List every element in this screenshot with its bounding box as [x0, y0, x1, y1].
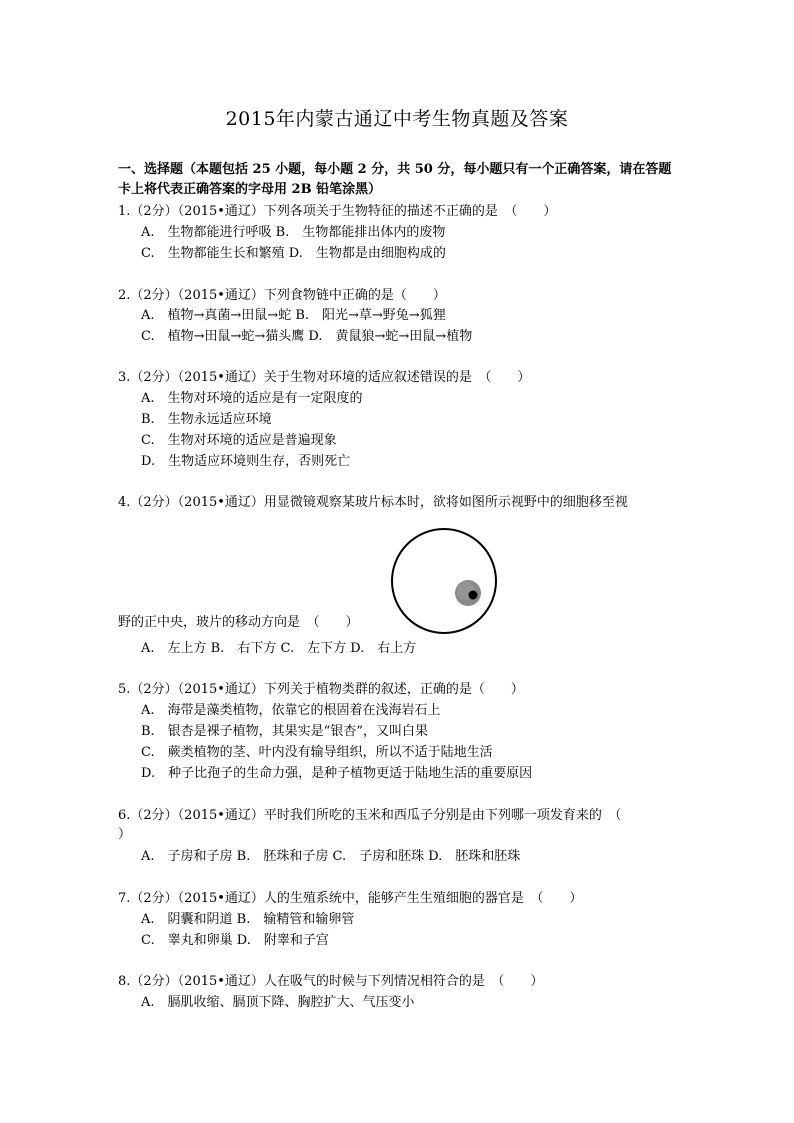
question-3-option-c: C. 生物对环境的适应是普遍现象	[141, 433, 337, 448]
question-2-option-line-2: C. 植物→田鼠→蛇→猫头鹰 D. 黄鼠狼→蛇→田鼠→植物	[141, 329, 473, 344]
question-5-option-a: A. 海带是藻类植物，依靠它的根固着在浅海岩石上	[141, 703, 441, 718]
question-7-option-line-1: A. 阴囊和阴道 B. 输精管和输卵管	[141, 912, 355, 927]
cell-nucleus	[469, 591, 478, 600]
question-6-option-line-1: A. 子房和子房 B. 胚珠和子房 C. 子房和胚珠 D. 胚珠和胚珠	[141, 849, 521, 864]
question-5-stem: 5.（2分）（2015•通辽）下列关于植物类群的叙述，正确的是（ ）	[118, 682, 524, 697]
section-heading: 一、选择题（本题包括 25 小题，每小题 2 分，共 50 分，每小题只有一个正确答案，请在答题卡上将代表正确答案的字母用 2B 铅笔涂黑）	[118, 162, 672, 197]
question-6-stem-continued: ）	[118, 827, 132, 842]
question-8-stem: 8.（2分）（2015•通辽）人在吸气的时候与下列情况相符合的是 （ ）	[118, 974, 544, 989]
question-3-option-a: A. 生物对环境的适应是有一定限度的	[141, 391, 363, 406]
question-2-stem: 2.（2分）（2015•通辽）下列食物链中正确的是（ ）	[118, 288, 446, 303]
question-3-option-d: D. 生物适应环境则生存，否则死亡	[141, 454, 351, 469]
question-8-option-a: A. 膈肌收缩、膈顶下降、胸腔扩大、气压变小	[141, 995, 415, 1010]
question-7-option-line-2: C. 睾丸和卵巢 D. 附睾和子宫	[141, 933, 329, 948]
question-5-option-c: C. 蕨类植物的茎、叶内没有输导组织，所以不适于陆地生活	[141, 745, 493, 760]
question-6-stem: 6.（2分）（2015•通辽）平时我们所吃的玉米和西瓜子分别是由下列哪一项发育来的 （	[118, 808, 622, 823]
question-1-option-line-1: A. 生物都能进行呼吸 B. 生物都能排出体内的废物	[141, 225, 446, 240]
question-1-option-line-2: C. 生物都能生长和繁殖 D. 生物都是由细胞构成的	[141, 246, 446, 261]
microscope-field-figure	[390, 527, 498, 635]
page-title: 2015年内蒙古通辽中考生物真题及答案	[225, 108, 569, 130]
question-7-stem: 7.（2分）（2015•通辽）人的生殖系统中，能够产生生殖细胞的器官是 （ ）	[118, 891, 583, 906]
question-5-option-d: D. 种子比孢子的生命力强，是种子植物更适于陆地生活的重要原因	[141, 766, 533, 781]
question-2-option-line-1: A. 植物→真菌→田鼠→蛇 B. 阳光→草→野兔→狐狸	[141, 308, 446, 323]
question-4-stem: 4.（2分）（2015•通辽）用显微镜观察某玻片标本时，欲将如图所示视野中的细胞移至视	[118, 495, 628, 510]
question-3-option-b: B. 生物永远适应环境	[141, 412, 272, 427]
question-4-stem-continued: 野的正中央，玻片的移动方向是 （ ）	[118, 615, 359, 630]
field-of-view-circle	[392, 529, 496, 633]
question-3-stem: 3.（2分）（2015•通辽）关于生物对环境的适应叙述错误的是 （ ）	[118, 370, 531, 385]
question-1-stem: 1.（2分）（2015•通辽）下列各项关于生物特征的描述不正确的是 （ ）	[118, 204, 557, 219]
question-4-option-line-1: A. 左上方 B. 右下方 C. 左下方 D. 右上方	[141, 641, 417, 656]
question-5-option-b: B. 银杏是裸子植物，其果实是“银杏”，又叫白果	[141, 724, 428, 739]
